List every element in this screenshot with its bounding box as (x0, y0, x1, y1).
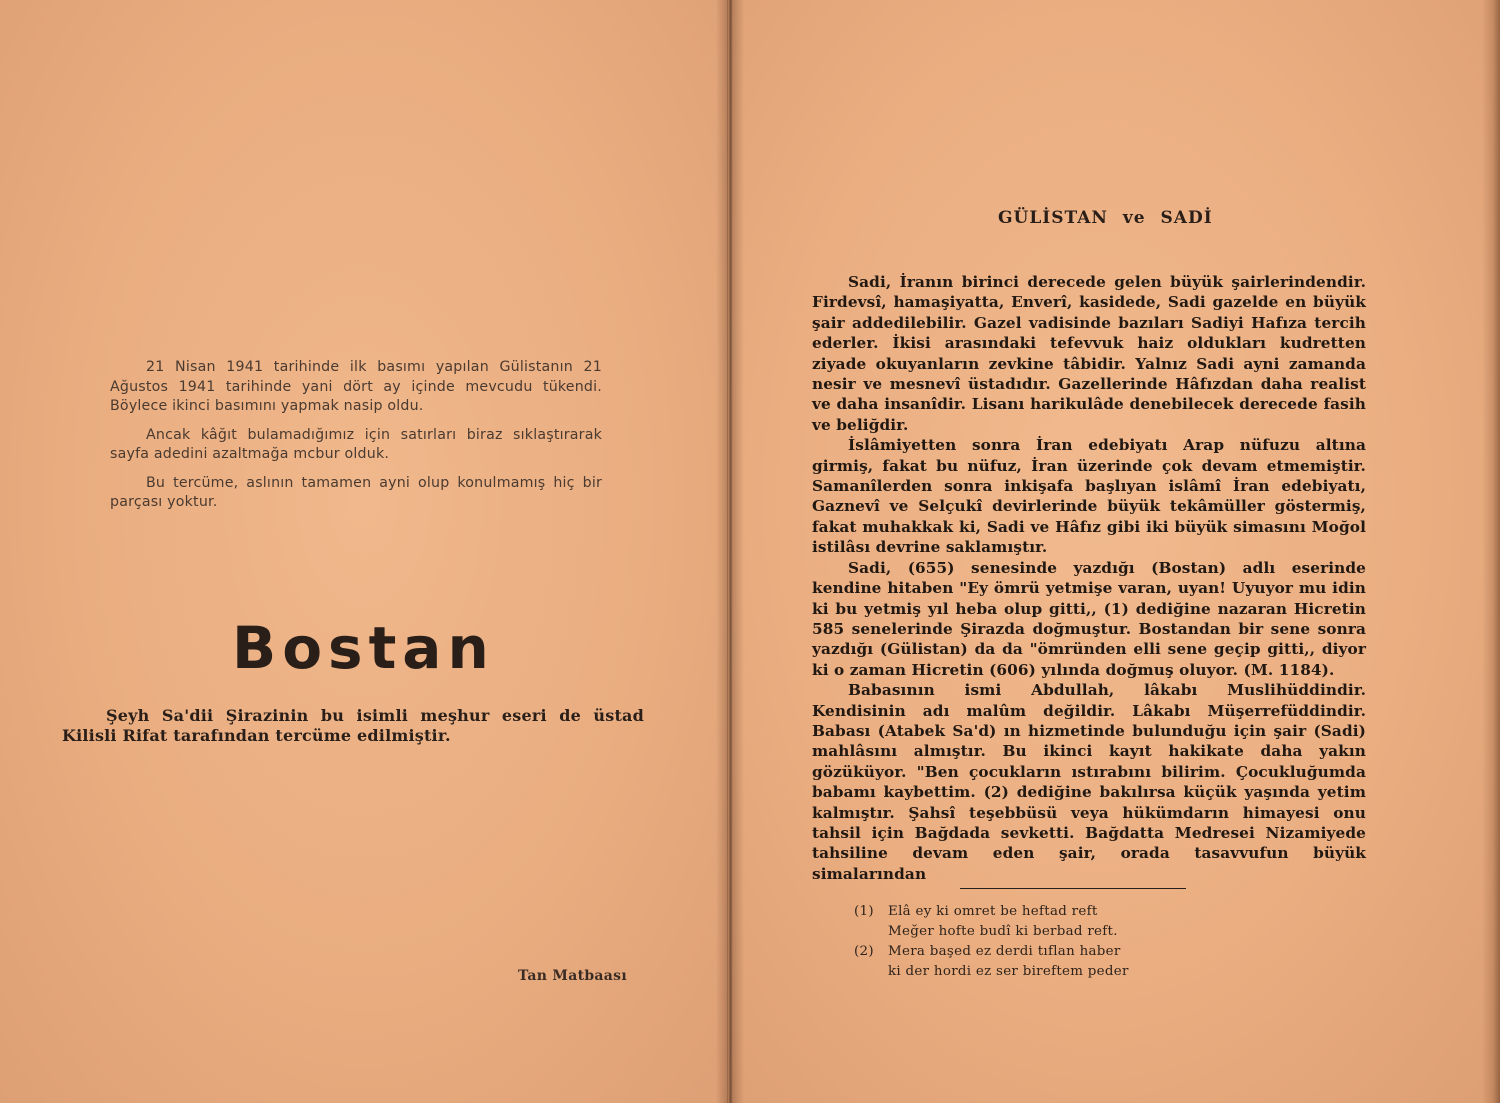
left-page (0, 0, 728, 1103)
essay-title: GÜLİSTAN ve SADİ (998, 208, 1213, 228)
page-edge-shadow (1482, 0, 1500, 1103)
right-page (728, 0, 1500, 1103)
footnote-line: Mera başed ez derdi tıflan haber (888, 944, 1121, 959)
footnotes (854, 902, 1214, 982)
footnote-number: (1) (854, 904, 874, 919)
essay-paragraph: Sadi, İranın birinci derecede gelen büyük şairlerindendir. Firdevsî, hamaşiyatta, Enverî, kasidede, Sadi gazelde en büyük şair addedilebilir. Gazel vadisinde bazıları Sadiyi Hafıza tercih ederler. İkisi arasındaki tefevvuk haiz oldukları kudretten ziyade okuyanların zevkine tâbidir. Yalnız Sadi ayni zamanda nesir ve mesnevî üstadıdır. Gazellerinde Hâfızdan daha realist ve daha insanîdir. Lisanı harikulâde denebilecek derecede fasih ve beliğdir. (812, 273, 1366, 434)
printer-name: Tan Matbaası (518, 968, 627, 984)
essay-paragraph: Babasının ismi Abdullah, lâkabı Muslihüddindir. Kendisinin adı malûm değildir. Lâkabı Müşerrefüddindir. Babası (Atabek Sa'd) ın hizmetinde bulunduğu için şair (Sadi) mahlâsını almıştır. Bu ikinci kayıt hakikate daha yakın gözüküyor. "Ben çocukların ıstırabını bilirim. Çocukluğumda babamı kaybettim. (2) dediğine bakılırsa küçük yaşında yetim kalmıştır. Şahsî teşebbüsü veya hükümdarın himayesi onu tahsil için Bağdada sevketti. Bağdatta Medresei Nizamiyede tahsiline devam eden şair, orada tasavvufun büyük simalarından (812, 681, 1366, 883)
essay-paragraph: Sadi, (655) senesinde yazdığı (Bostan) adlı eserinde kendine hitaben "Ey ömrü yetmişe varan, uyan! Uyuyor mu idin ki bu yetmiş yıl heba olup gitti,, (1) dediğine nazaran Hicretin 585 senelerinde Şirazda doğmuştur. Bostandan bir sene sonra yazdığı (Gülistan) da da "ömründen elli sene geçip gitti,, diyor ki o zaman Hicretin (606) yılında doğmuş oluyor. (M. 1184). (812, 558, 1366, 679)
footnote-number: (2) (854, 944, 874, 959)
footnote (854, 902, 1214, 942)
footnote-line: ki der hordi ez ser bireftem peder (888, 964, 1129, 979)
footnote (854, 942, 1214, 982)
second-edition-notice (110, 358, 602, 522)
essay-body (812, 272, 1366, 884)
book-title: Bostan (232, 614, 495, 682)
essay-paragraph: İslâmiyetten sonra İran edebiyatı Arap nüfuzu altına girmiş, fakat bu nüfuz, İran üzerinde çok devam etmemiştir. Samanîlerden sonra inkişafa başlıyan islâmî İran edebiyatı, Gaznevî ve Selçukî devirlerinde büyük tekâmüller göstermiş, fakat muhakkak ki, Sadi ve Hâfız gibi iki büyük simasını Moğol istilâsı devrine saklamıştır. (812, 436, 1366, 557)
book-subtitle: Şeyh Sa'dii Şirazinin bu isimli meşhur eseri de üstad Kilisli Rifat tarafından tercüme edilmiştir. (62, 706, 644, 745)
footnote-line: Meğer hofte budî ki berbad reft. (888, 924, 1118, 939)
notice-paragraph: Ancak kâğıt bulamadığımız için satırları biraz sıklaştırarak sayfa adedini azaltmağa mcbur olduk. (110, 426, 602, 462)
footnote-line: Elâ ey ki omret be heftad reft (888, 904, 1098, 919)
footnote-divider (960, 888, 1186, 889)
notice-paragraph: 21 Nisan 1941 tarihinde ilk basımı yapılan Gülistanın 21 Ağustos 1941 tarihinde yani dört ay içinde mevcudu tükendi. Böylece ikinci basımını yapmak nasip oldu. (110, 359, 602, 414)
notice-paragraph: Bu tercüme, aslının tamamen ayni olup konulmamış hiç bir parçası yoktur. (110, 474, 602, 510)
